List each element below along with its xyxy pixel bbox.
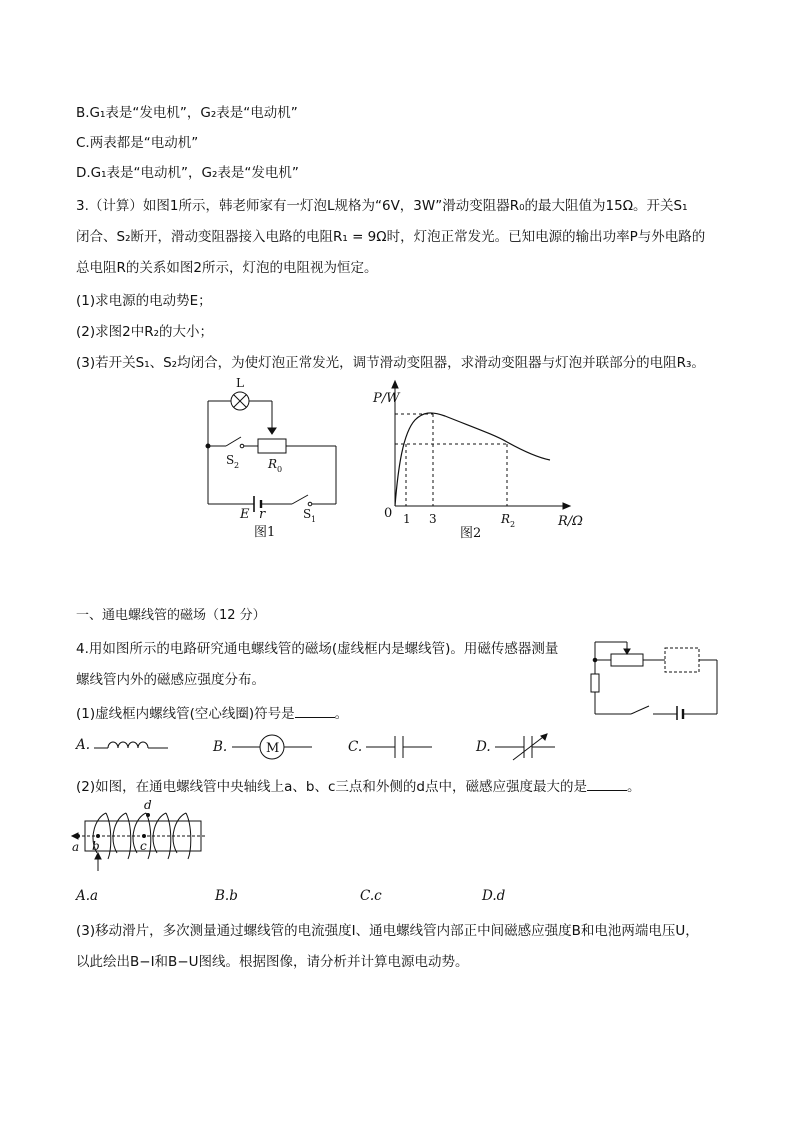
q4-sub1-end: 。 <box>334 706 349 722</box>
point-d: d <box>144 798 152 812</box>
q3-stem-line1: 3.（计算）如图1所示，韩老师家有一灯泡L规格为“6V，3W”滑动变阻器R₀的最大阻值为15Ω。开关S₁ <box>76 198 688 214</box>
point-c: c <box>140 839 147 853</box>
motor-letter: M <box>265 741 279 756</box>
q4-sub2 <box>76 776 640 796</box>
variable-capacitor-symbol-icon <box>495 732 561 762</box>
section-title: 一、通电螺线管的磁场（12 分） <box>76 608 266 623</box>
q4-sub2-option-c: C.c <box>360 888 382 904</box>
coil-symbol-icon <box>94 738 168 752</box>
q4-sub3-line2: 以此绘出B−I和B−U图线。根据图像，请分析并计算电源电动势。 <box>76 954 469 970</box>
q4-sub1-option-a <box>76 737 168 753</box>
option-a-label: A. <box>76 737 91 753</box>
q2-option-d: D.G₁表是“电动机”，G₂表是“发电机” <box>76 165 299 181</box>
point-a: a <box>72 840 80 854</box>
label-s2: S <box>226 453 235 467</box>
point-b: b <box>92 839 100 853</box>
q4-sub1-option-c <box>348 734 432 760</box>
x-axis-label: R/Ω <box>558 514 583 529</box>
q4-sub2-option-a: A.a <box>76 888 99 904</box>
q4-circuit-figure <box>585 636 725 720</box>
q4-sub1 <box>76 703 348 723</box>
option-b-label: B. <box>213 739 228 755</box>
q4-sub3-line1: (3)移动滑片，多次测量通过螺线管的电流强度I、通电螺线管内部正中间磁感应强度B和电池两端电压U， <box>76 923 699 939</box>
figure1-caption: 图1 <box>254 525 276 540</box>
option-d-label: D. <box>476 739 491 755</box>
q4-sub1-option-b <box>213 734 312 760</box>
q3-figure1-circuit <box>196 376 356 546</box>
q3-figure2-graph <box>355 378 595 546</box>
x-tick-3: 3 <box>429 512 437 526</box>
label-internal-r: r <box>259 507 266 522</box>
option-c-label: C. <box>348 739 363 755</box>
q4-sub2-text: (2)如图，在通电螺线管中央轴线上a、b、c三点和外侧的d点中，磁感应强度最大的是 <box>76 779 587 795</box>
x-tick-r2: R <box>501 512 511 526</box>
q4-sub2-option-b: B.b <box>215 888 238 904</box>
q4-sub1-text: (1)虚线框内螺线管(空心线圈)符号是 <box>76 706 295 722</box>
y-axis-label: P/W <box>373 391 400 406</box>
q4-sub1-option-d <box>476 732 561 762</box>
motor-symbol-icon <box>232 734 312 760</box>
label-s1-sub: 1 <box>311 515 317 524</box>
q4-stem-line1: 4.用如图所示的电路研究通电螺线管的磁场(虚线框内是螺线管)。用磁传感器测量 <box>76 641 559 657</box>
q3-stem-line2: 闭合、S₂断开，滑动变阻器接入电路的电阻R₁ = 9Ω时，灯泡正常发光。已知电源的输出功率P与外电路的 <box>76 229 706 245</box>
label-r0: R <box>268 457 278 471</box>
q3-sub2: (2)求图2中R₂的大小； <box>76 324 214 340</box>
label-emf: E <box>240 507 250 522</box>
label-s1: S <box>303 507 312 521</box>
q3-stem-line3: 总电阻R的关系如图2所示，灯泡的电阻视为恒定。 <box>76 260 378 276</box>
q4-sub1-answer-blank[interactable] <box>295 703 335 718</box>
q4-stem-line2: 螺线管内外的磁感应强度分布。 <box>76 672 265 688</box>
q3-sub1: (1)求电源的电动势E； <box>76 293 212 309</box>
q2-option-b: B.G₁表是“发电机”，G₂表是“电动机” <box>76 105 298 121</box>
origin-label: 0 <box>384 506 393 521</box>
capacitor-symbol-icon <box>366 734 432 760</box>
solenoid-figure <box>70 797 210 875</box>
label-r0-sub: 0 <box>277 465 283 474</box>
x-tick-r2-sub: 2 <box>510 520 516 529</box>
q4-sub2-answer-blank[interactable] <box>587 776 627 791</box>
label-lamp: L <box>236 376 244 390</box>
q3-sub3: (3)若开关S₁、S₂均闭合，为使灯泡正常发光，调节滑动变阻器，求滑动变阻器与灯泡并联部分的电阻R₃。 <box>76 355 705 371</box>
q2-option-c: C.两表都是“电动机” <box>76 135 199 151</box>
q4-sub2-option-d: D.d <box>482 888 506 904</box>
figure2-caption: 图2 <box>460 526 482 541</box>
q4-sub2-end: 。 <box>626 779 641 795</box>
x-tick-1: 1 <box>403 512 411 526</box>
label-s2-sub: 2 <box>234 461 240 470</box>
